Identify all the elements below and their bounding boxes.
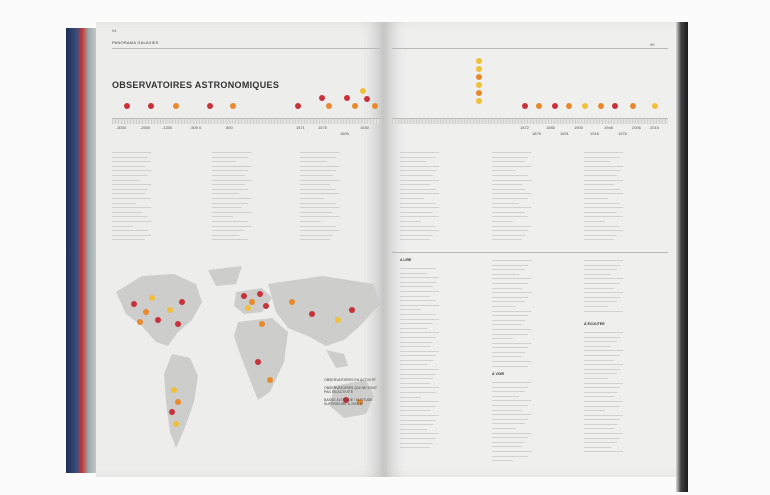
timeline-tick: 1875: [532, 131, 541, 136]
timeline-tick: 1575: [318, 125, 327, 130]
observatory-dot: [372, 103, 378, 109]
observatory-text-column: ————————————— ———————————— ————————————— ——————————— ————————————— ———————————— ————————— ————————————— ———————————— ——————————— ————————————— ———————— ————————————— —————————— ———————————— ————————————— ——————— ———————————— ————————————— ———————————: [112, 150, 151, 242]
observatory-dot: [582, 103, 588, 109]
map-legend: [324, 378, 380, 407]
reading-list-continued: ————————————— ———————————— ——————————— ————————— ————————————— ———————————— —————————— ————————————— ———————————— ——————————— ———————— ————————————— ———————————— ——————————— —————————— ————————————— ———————————— ——————— ————————————— ———————————— ——————————— —————————— ————————————— ————————————: [492, 258, 531, 368]
timeline-bar-left: [112, 118, 380, 124]
observatory-dot: [476, 66, 482, 72]
observatory-dot: [207, 103, 213, 109]
observatory-dot: [552, 103, 558, 109]
timeline-tick: 1905: [574, 125, 583, 130]
timeline-tick: 1976: [618, 131, 627, 136]
reading-list: ———————————— ————————— ————————————— ———————————— ——————————— ————————————— —————————— ———————————— ————————————— ——————— ———————————— ————————————— ——————————— ————————— ————————————— ———————————— ——————————— —————————— ————————————— ———————————— ——————————— ————————— ————————————— ———————————— ——————————— —————————— ————————————— ———————————— ——————— ————————————— ———————————— —————————— ————————————— ———————————— ——————————— ————————— ————————————— ———————————— ——————————— ——————————: [400, 266, 439, 450]
list-heading-watch: À VOIR: [492, 372, 505, 376]
legend-altitude: BASSE ALTITUDE / ALTITUDE SUPÉRIEURE À 2000 M: [324, 397, 373, 407]
timeline-tick: 1609: [340, 131, 349, 136]
observatory-dot: [522, 103, 528, 109]
watch-list-continued: ————————————— ———————————— ——————————— ————————— ————————————— ———————————— —————————— ————————————— ———————————— ——————————— ———————— —————————————: [584, 258, 623, 313]
header-rule: [112, 48, 380, 49]
legend-inactive: OBSERVATOIRES QUI NE SONT PAS EN ACTIVITÉ: [324, 385, 377, 395]
book-back-edge: [676, 22, 688, 492]
timeline-tick: -500 0: [190, 125, 202, 130]
southeast-asia: [326, 350, 348, 368]
observatory-dot: [124, 103, 130, 109]
right-page-number: 95: [650, 42, 655, 47]
observatory-dot: [476, 98, 482, 104]
book-spine-edge: [66, 28, 98, 473]
observatory-dot: [612, 103, 618, 109]
timeline-tick: 1891: [560, 131, 569, 136]
timeline-tick: -2500: [140, 125, 151, 130]
observatory-dot: [319, 95, 325, 101]
observatory-dot: [344, 95, 350, 101]
section-title: OBSERVATOIRES ASTRONOMIQUES: [112, 80, 280, 90]
timeline-tick: -1300: [162, 125, 173, 130]
timeline-bar-right: [392, 118, 668, 124]
legend-active: OBSERVATOIRES EN ACTIVITÉ: [324, 378, 376, 382]
observatory-text-column: ————————————— ———————————— ———————— ————————————— ———————————— ——————————— ————————————— ——————————— ———————————— ————————— ————————————— ———————————— —————————— ————————————— ——————— ———————————— ————————————— ——————————— ————————— ————————————: [212, 150, 251, 242]
observatory-dot: [173, 103, 179, 109]
timeline-tick: 2006: [632, 125, 641, 130]
observatory-dot: [148, 103, 154, 109]
observatory-dot: [476, 74, 482, 80]
observatory-dot: [566, 103, 572, 109]
observatory-dot: [476, 82, 482, 88]
observatory-text-column: ————————————— ———————————— ————————— ————————————— ———————————— ——————————— ————————————— —————————— ———————————— ————————————— ———————— ———————————— ————————————— ——————————— ————————————— ——————— ———————————— ————————————— ——————————— ——————————: [400, 150, 439, 242]
header-rule-right: [392, 48, 668, 49]
observatory-dot: [326, 103, 332, 109]
observatory-dot: [352, 103, 358, 109]
observatory-dot: [230, 103, 236, 109]
timeline-tick: -3000: [116, 125, 127, 130]
greenland: [208, 266, 242, 286]
running-header: PANORAMA GALAXIES: [112, 40, 159, 45]
timeline-tick: 1630: [360, 125, 369, 130]
observatory-dot: [295, 103, 301, 109]
lists-rule: [392, 252, 668, 253]
observatory-dot: [652, 103, 658, 109]
africa: [234, 318, 288, 400]
timeline-tick: 1916: [590, 131, 599, 136]
list-heading-listen: À ÉCOUTER: [584, 322, 605, 326]
observatory-dot: [476, 90, 482, 96]
observatory-dot: [476, 58, 482, 64]
observatory-dot: [364, 96, 370, 102]
list-heading-read: A LIRE: [400, 258, 412, 262]
world-map: [112, 262, 384, 462]
north-america: [116, 274, 202, 346]
south-america: [164, 354, 198, 448]
timeline-tick: 1872: [520, 125, 529, 130]
observatory-dot: [630, 103, 636, 109]
timeline-tick: 1571: [296, 125, 305, 130]
observatory-text-column: ————————————— ———————————— ————————— ————————————— ———————————— ——————————— ————————————— —————————— ———————————— ————————————— ———————— ———————————— ————————————— ——————————— ————————————— ——————— ———————————— ————————————— ——————————— ——————————: [300, 150, 339, 242]
listen-list: ————————————— ———————————— ——————————— ————————— ————————————— ———————————— —————————— ————————————— ———————————— ——————————— ———————— ————————————— ———————————— ——————————— —————————— ————————————— ———————————— ——————— ————————————— ———————————— ——————————— —————————— ————————————— ———————————— ——————————— ————————— —————————————: [584, 330, 623, 454]
timeline-tick: 2015: [650, 125, 659, 130]
observatory-text-column: ————————————— ———————————— ————————— ————————————— ———————————— ——————————— ————————————— —————————— ———————————— ————————————— ———————— ———————————— ————————————— ——————————— ————————————— ——————— ———————————— ————————————— ——————————— ——————————: [584, 150, 623, 242]
timeline-tick: 1885: [546, 125, 555, 130]
left-page-number: 94: [112, 28, 117, 33]
observatory-dot: [598, 103, 604, 109]
timeline-tick: 800: [226, 125, 233, 130]
observatory-dot: [536, 103, 542, 109]
timeline-tick: 1948: [604, 125, 613, 130]
watch-list: ————————————— ———————————— ——————————— ————————— ————————————— ———————————— —————————— ————————————— ———————————— ——————————— ———————— ————————————— ———————————— ——————————— —————————— ————————————— ———————————— ———————: [492, 380, 531, 463]
observatory-dot: [360, 88, 366, 94]
observatory-text-column: ————————————— ———————————— ——————————— ————————————— ———————— ———————————— ————————————— —————————— ——————————— ————————————— ———————————— ————————— ————————————— ——————————— ———————————— ——————— ————————————— ———————————— ——————————— ——————————: [492, 150, 531, 242]
